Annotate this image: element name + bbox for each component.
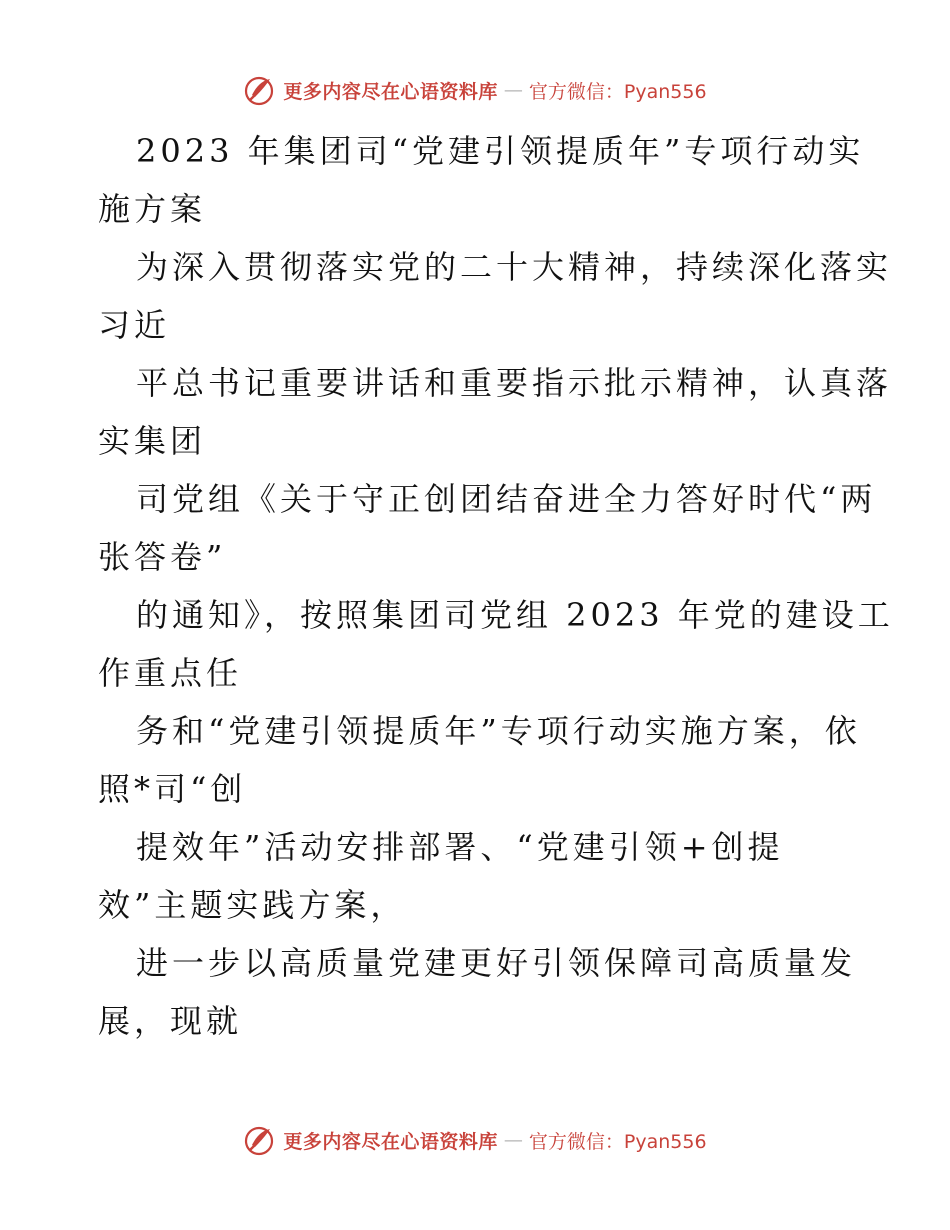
watermark-title: 更多内容尽在心语资料库: [283, 80, 498, 103]
doc-line: 务和“党建引领提质年”专项行动实施方案，依: [136, 712, 861, 750]
doc-line: 提效年”活动安排部署、“党建引领+创提: [136, 828, 784, 866]
doc-line: 照*司“创: [98, 770, 247, 808]
doc-line: 实集团: [98, 422, 207, 460]
header-watermark: [0, 70, 950, 110]
doc-line-title-1: 2023 年集团司“党建引领提质年”专项行动实: [136, 132, 865, 170]
document-body: [98, 122, 894, 1050]
watermark-title: 更多内容尽在心语资料库: [283, 1130, 498, 1153]
watermark-dash: —: [503, 1129, 523, 1151]
doc-line: 效”主题实践方案，: [98, 886, 407, 924]
doc-line: 进一步以高质量党建更好引领保障司高质量发: [136, 944, 857, 982]
doc-line-title-2: 施方案: [98, 190, 207, 228]
watermark-dash: —: [503, 79, 523, 101]
pen-logo-icon: [243, 73, 277, 107]
watermark-wechat: 官方微信：Pyan556: [528, 1130, 707, 1153]
doc-line: 作重点任: [98, 654, 243, 692]
doc-line: 的通知》，按照集团司党组 2023 年党的建设工: [136, 596, 894, 634]
doc-line: 展，现就: [98, 1002, 243, 1040]
doc-line: 平总书记重要讲话和重要指示批示精神，认真落: [136, 364, 893, 402]
doc-line: 张答卷”: [98, 538, 227, 576]
doc-line: 司党组《关于守正创团结奋进全力答好时代“两: [136, 480, 877, 518]
pen-logo-icon: [243, 1123, 277, 1157]
doc-line: 为深入贯彻落实党的二十大精神，持续深化落实: [136, 248, 893, 286]
footer-watermark: [0, 1120, 950, 1160]
doc-line: 习近: [98, 306, 171, 344]
watermark-wechat: 官方微信：Pyan556: [528, 80, 707, 103]
